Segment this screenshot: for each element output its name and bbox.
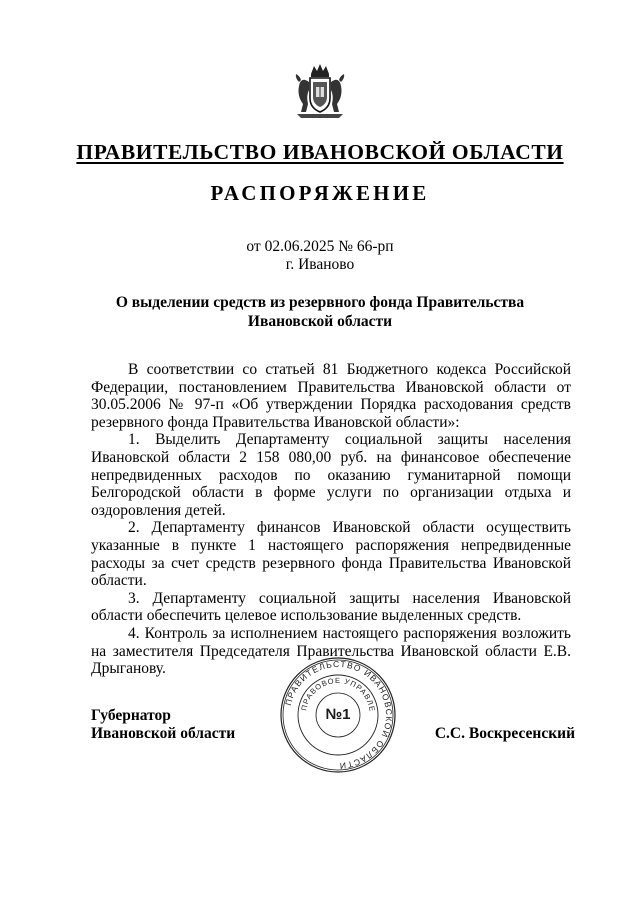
body-paragraph: 4. Контроль за исполнением настоящего распоряжения возложить на заместителя Председателя Правительства Ивановской области Е.В. Дрыганову. xyxy=(91,624,571,678)
body-paragraph: 3. Департаменту социальной защиты населения Ивановской области обеспечить целевое использование выделенных средств. xyxy=(91,589,571,625)
document-body xyxy=(91,361,571,678)
signatory-position-line1: Губернатор xyxy=(91,707,171,724)
official-stamp xyxy=(279,656,397,774)
body-paragraph: 2. Департаменту финансов Ивановской области осуществить указанные в пункте 1 настоящего распоряжения непредвиденные расходы за счет средств резервного фонда Правительства Ивановской области. xyxy=(91,519,571,590)
document-subject: О выделении средств из резервного фонда Правительства Ивановской области xyxy=(115,294,525,330)
document-type: РАСПОРЯЖЕНИЕ xyxy=(210,181,430,205)
document-city: г. Иваново xyxy=(285,256,355,273)
coat-of-arms-icon xyxy=(289,60,351,122)
body-paragraph: В соответствии со статьей 81 Бюджетного кодекса Российской Федерации, постановлением Правительства Ивановской области от 30.05.2006 № 97-п «Об утверждении Порядка расходования средств резервного фонда Правительства Ивановской области»: xyxy=(91,361,571,431)
signatory-name: С.С. Воскресенский xyxy=(434,725,575,742)
organization-title xyxy=(0,140,640,165)
signatory-position-line2: Ивановской области xyxy=(91,725,236,742)
stamp-outer-text: ПРАВИТЕЛЬСТВО ИВАНОВСКОЙ ОБЛАСТИ xyxy=(282,658,395,772)
organization-title-text: ПРАВИТЕЛЬСТВО ИВАНОВСКОЙ ОБЛАСТИ xyxy=(76,140,564,164)
stamp-inner-text: ПРАВОВОЕ УПРАВЛЕ xyxy=(299,675,377,713)
signatory-position xyxy=(91,707,235,743)
body-paragraph: 1. Выделить Департаменту социальной защиты населения Ивановской области 2 158 080,00 руб. на финансовое обеспечение непредвиденных расходов по оказанию гуманитарной помощи Белгородской области в форме услуги по организации отдыха и оздоровления детей. xyxy=(91,431,571,519)
stamp-number: №1 xyxy=(325,706,351,723)
document-date-number: от 02.06.2025 № 66-рп xyxy=(246,238,394,255)
